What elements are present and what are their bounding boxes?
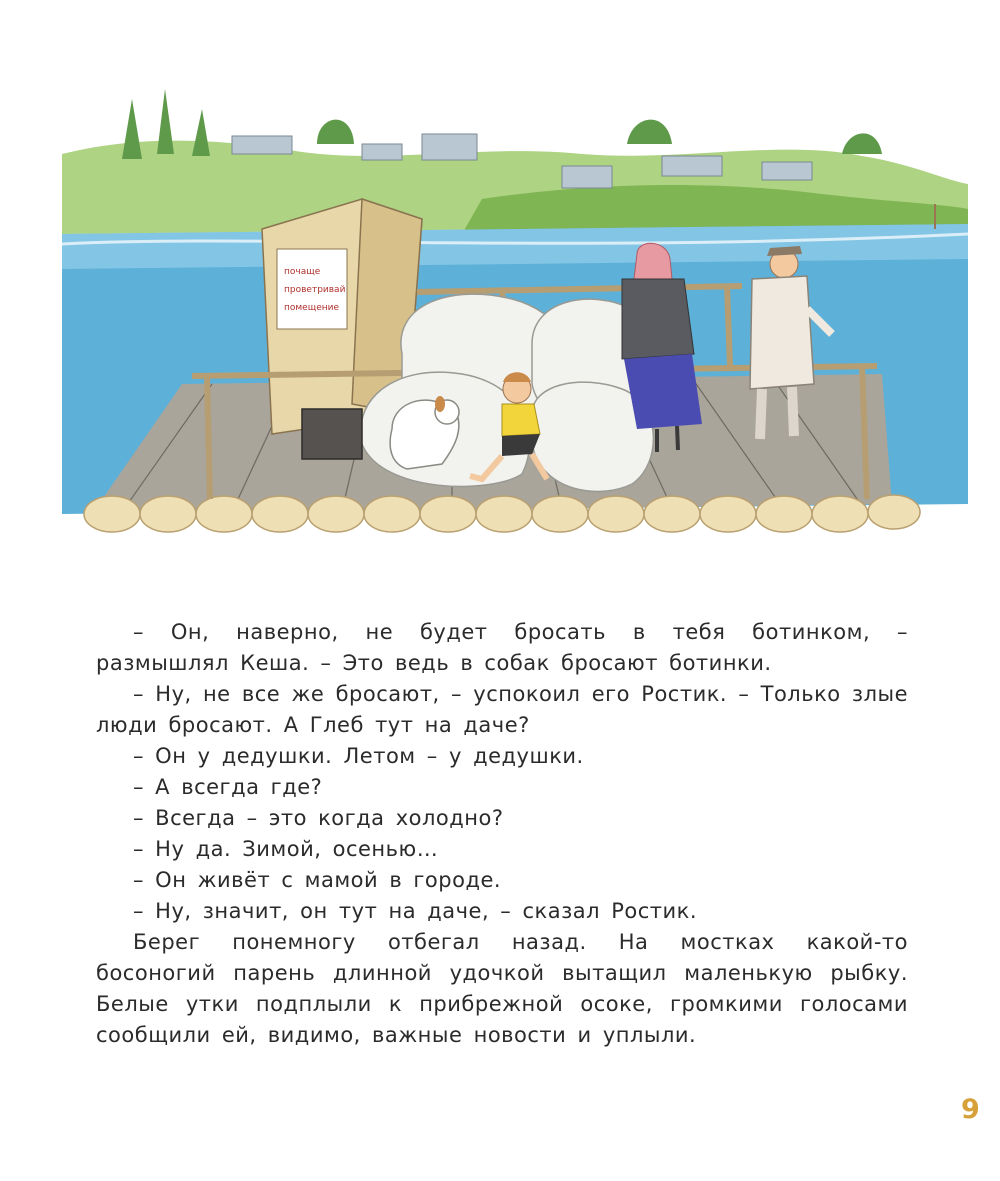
story-text bbox=[96, 617, 908, 1051]
paragraph-4: – А всегда где? bbox=[133, 775, 323, 799]
paragraph-6: – Ну да. Зимой, осенью… bbox=[133, 837, 439, 861]
page-number: 9 bbox=[961, 1094, 980, 1125]
paragraph-5: – Всегда – это когда холодно? bbox=[133, 806, 504, 830]
paragraph-3: – Он у дедушки. Летом – у дедушки. bbox=[133, 744, 584, 768]
paragraph-1: – Он, наверно, не будет бросать в тебя ботинком, – размышлял Кеша. – Это ведь в собак бросают ботинки. bbox=[96, 620, 908, 675]
suitcase bbox=[302, 409, 362, 459]
sign-line-3: помещение bbox=[284, 303, 340, 313]
paragraph-2: – Ну, не все же бросают, – успокоил его Ростик. – Только злые люди бросают. А Глеб тут на даче? bbox=[96, 682, 908, 737]
raft-logs bbox=[84, 495, 920, 532]
sign-line-2: проветривай bbox=[284, 285, 346, 295]
paragraph-9: Берег понемногу отбегал назад. На мостках какой-то босоногий парень длинной удочкой вытащил маленькую рыбку. Белые утки подплыли к прибрежной осоке, громкими голосами сообщили ей, видимо, важные новости и уплыли. bbox=[96, 930, 908, 1047]
paragraph-8: – Ну, значит, он тут на даче, – сказал Ростик. bbox=[133, 899, 698, 923]
paragraph-7: – Он живёт с мамой в городе. bbox=[133, 868, 502, 892]
sign-line-1: почаще bbox=[284, 267, 321, 277]
raft-illustration bbox=[62, 84, 968, 574]
